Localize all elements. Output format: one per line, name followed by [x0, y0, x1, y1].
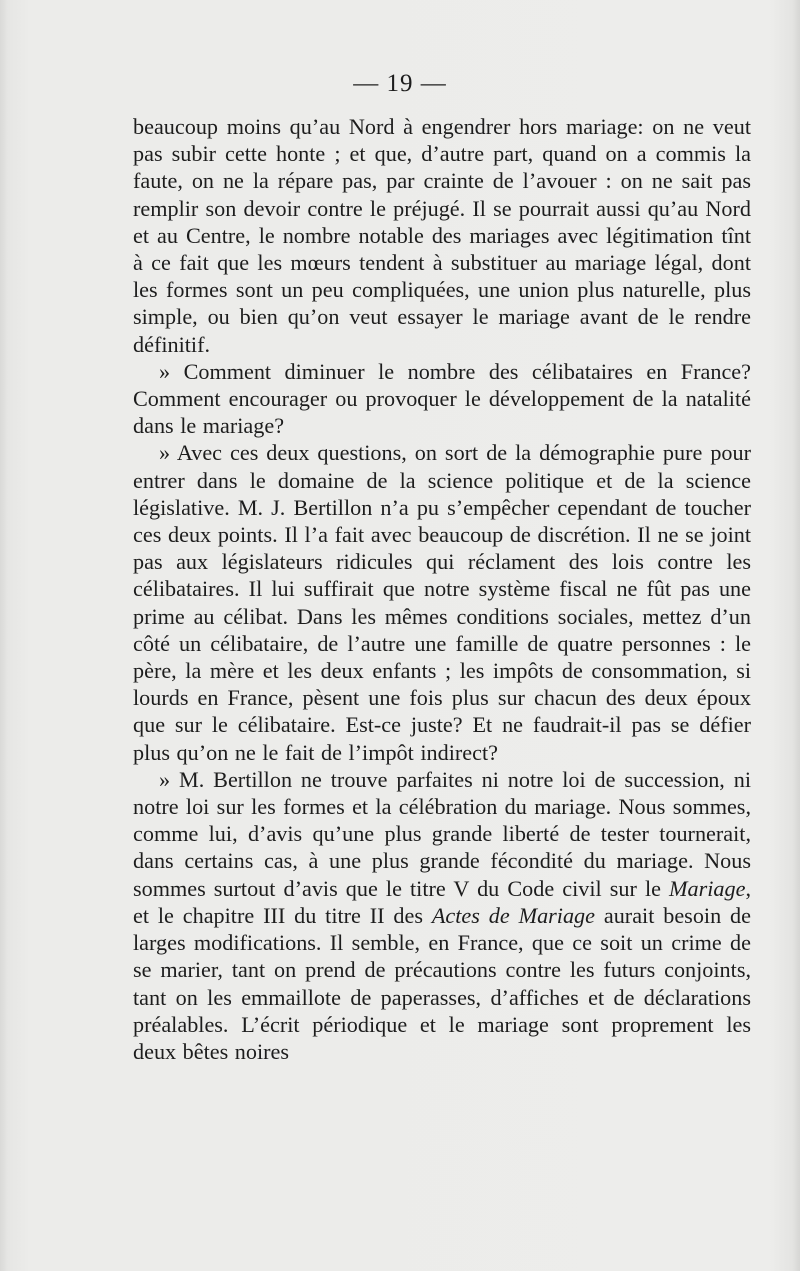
body-text: [133, 113, 751, 1065]
paragraph-text: » Comment diminuer le nombre des célibataires en France? Comment encourager ou provoquer le développement de la natalité dans le mariage?: [133, 358, 751, 439]
paragraph: [133, 358, 751, 440]
paragraph-text: beaucoup moins qu’au Nord à engendrer hors mariage: on ne veut pas subir cette honte ; et que, d’autre part, quand on a commis la faute, on ne la répare pas, par crainte de l’avouer : on ne sait pas remplir son devoir contre le préjugé. Il se pourrait aussi qu’au Nord et au Centre, le nombre notable des mariages avec légitimation tînt à ce fait que les mœurs tendent à substituer au mariage légal, dont les formes sont un peu compliquées, une union plus naturelle, plus simple, ou bien qu’on veut essayer le mariage avant de le rendre définitif.: [133, 114, 751, 357]
paragraph-text: » Avec ces deux questions, on sort de la démographie pure pour entrer dans le domaine de la science politique et de la science législative. M. J. Bertillon n’a pu s’empêcher cependant de toucher ces deux points. Il l’a fait avec beaucoup de discrétion. Il ne se joint pas aux législateurs ridicules qui réclament des lois contre les célibataires. Il lui suffirait que notre système fiscal ne fût pas une prime au célibat. Dans les mêmes conditions sociales, mettez d’un côté un célibataire, de l’autre une famille de quatre personnes : le père, la mère et les deux enfants ; les impôts de consommation, si lourds en France, pèsent une fois plus sur chacun des deux époux que sur le célibataire. Est-ce juste? Et ne faudrait-il pas se défier plus qu’on ne le fait de l’impôt indirect?: [133, 440, 751, 765]
paragraph-text: » M. Bertillon ne trouve parfaites ni notre loi de succession, ni notre loi sur les formes et la célébration du mariage. Nous sommes, comme lui, d’avis qu’une plus grande liberté de tester tournerait, dans certains cas, à une plus grande fécondité du mariage. Nous sommes surtout d’avis que le titre V du Code civil sur le: [133, 766, 751, 901]
paragraph: [133, 439, 751, 765]
paragraph: [133, 766, 751, 1065]
italic-title: Actes de Mariage: [431, 902, 595, 928]
paragraph-text: aurait besoin de larges modifications. Il semble, en France, que ce soit un crime de se marier, tant on prend de précautions contre les futurs conjoints, tant on les emmaillote de paperasses, d’affiches et de déclarations préalables. L’écrit périodique et le mariage sont proprement les deux bêtes noires: [133, 902, 751, 1064]
paragraph: [133, 113, 751, 358]
italic-title: Mariage: [669, 875, 746, 901]
paragraph-text: , et le chapitre III du titre II des: [133, 875, 751, 928]
page-number: — 19 —: [353, 70, 447, 97]
